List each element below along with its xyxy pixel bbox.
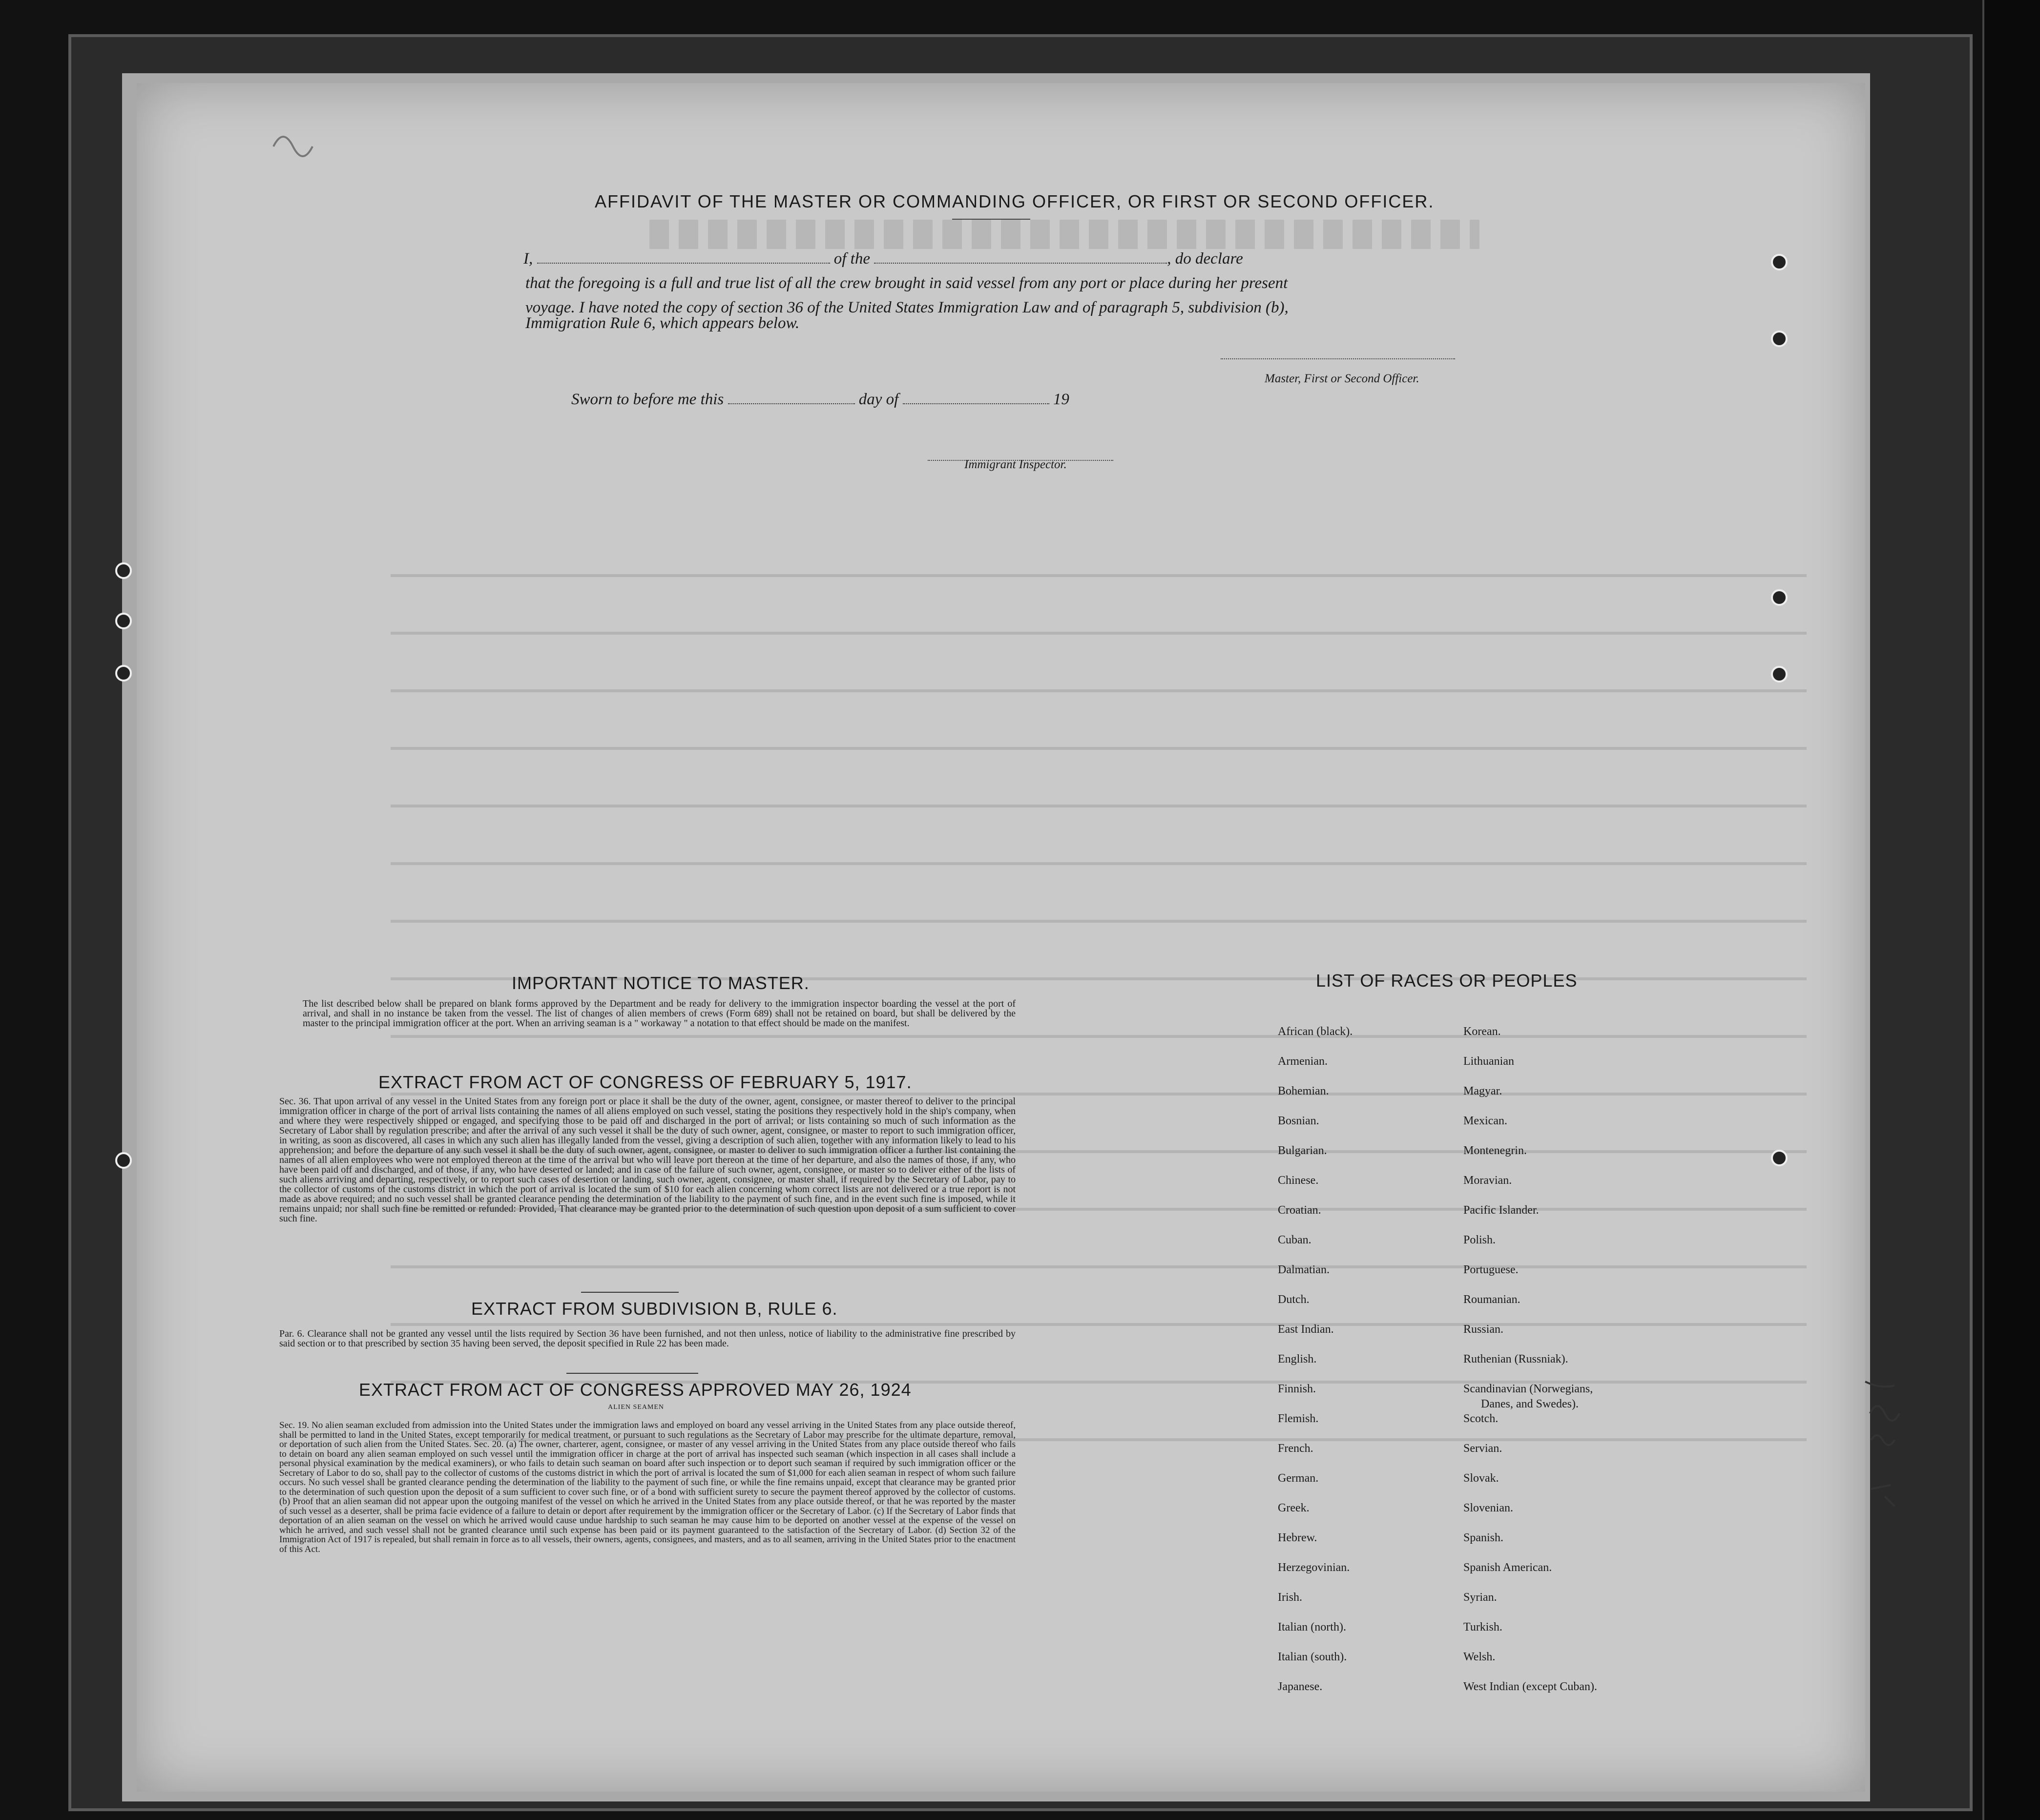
race-item: Portuguese. xyxy=(1463,1263,1519,1276)
race-item: English. xyxy=(1278,1353,1317,1365)
race-item: Finnish. xyxy=(1278,1383,1316,1395)
race-item: Korean. xyxy=(1463,1025,1501,1038)
affidavit-line-2: voyage. I have noted the copy of section 36 of the United States Immigration Law and of paragraph 5, subdivision (b), xyxy=(525,299,1289,316)
extract-1917-text: Sec. 36. That upon arrival of any vessel in the United States from any foreign port or place it shall be the duty of the owner, agent, consignee, or master thereof to deliver to the principal immigration officer in charge of the port of arrival lists containing the names of all aliens employed on such vessel, stating the positions they respectively hold in the ship's company, when and where they were respectively shipped or engaged, and specifying those to be paid off and discharged in the port of arrival; or lists containing so much of such information as the Secretary of Labor shall by regulation prescribe; and after the arrival of any such vessel it shall be the duty of such owner, agent, consignee, or master to report to such immigration officer, in writing, as soon as discovered, all cases in which any such alien has illegally landed from the vessel, giving a description of such alien, together with any information likely to lead to his apprehension; and before the departure of any such vessel it shall be the duty of such owner, agent, consignee, or master to deliver to such immigration officer a further list containing the names of all alien employees who were not employed thereon at the time of the arrival but who will leave port thereon at the time of her departure, and also the names of those, if any, who have been paid off and discharged, and of those, if any, who have deserted or landed; and in case of the failure of such owner, agent, consignee, or master so to deliver either of the lists of such aliens arriving and departing, respectively, or to report such cases of desertion or landing, such owner, agent, consignee, or master shall, if required by the Secretary of Labor, pay to the collector of customs of the customs district in which the port of arrival is located the sum of $10 for each alien concerning whom correct lists are not delivered or a true report is not made as above required; and no such vessel shall be granted clearance pending the determination of the liability to the payment of such fine, and in the event such fine is imposed, while it remains unpaid; nor shall such fine be remitted or refunded: Provided, That clearance may be granted prior to the determination of such question upon deposit of a sum sufficient to cover such fine. xyxy=(279,1096,1016,1224)
race-item: Turkish. xyxy=(1463,1621,1502,1634)
extract-1924-title: EXTRACT FROM ACT OF CONGRESS APPROVED MAY 26, 1924 xyxy=(359,1380,912,1400)
race-item: Irish. xyxy=(1278,1591,1302,1604)
races-title: LIST OF RACES OR PEOPLES xyxy=(1316,971,1578,991)
race-item: Scotch. xyxy=(1463,1412,1499,1425)
race-item: Dutch. xyxy=(1278,1293,1310,1306)
race-item: Montenegrin. xyxy=(1463,1144,1527,1157)
race-item: Magyar. xyxy=(1463,1085,1502,1097)
sworn-day-of: day of xyxy=(858,391,899,408)
race-item: Dalmatian. xyxy=(1278,1263,1330,1276)
race-item: Slovak. xyxy=(1463,1472,1499,1485)
race-item: Bohemian. xyxy=(1278,1085,1329,1097)
race-item: Cuban. xyxy=(1278,1234,1311,1246)
race-item: Mexican. xyxy=(1463,1115,1507,1127)
race-item: Ruthenian (Russniak). xyxy=(1463,1353,1568,1365)
handwritten-scribble xyxy=(273,137,312,156)
race-item: Italian (north). xyxy=(1278,1621,1346,1634)
race-item: East Indian. xyxy=(1278,1323,1334,1336)
race-item: West Indian (except Cuban). xyxy=(1463,1680,1597,1693)
race-item: Scandinavian (Norwegians, xyxy=(1463,1383,1593,1395)
race-item: Armenian. xyxy=(1278,1055,1328,1068)
affidavit-title: AFFIDAVIT OF THE MASTER OR COMMANDING OFFICER, OR FIRST OR SECOND OFFICER. xyxy=(595,191,1435,211)
race-item: Herzegovinian. xyxy=(1278,1561,1350,1574)
race-item: Moravian. xyxy=(1463,1174,1512,1187)
race-item: Spanish American. xyxy=(1463,1561,1552,1574)
race-item: Danes, and Swedes). xyxy=(1481,1398,1579,1410)
race-item: Welsh. xyxy=(1463,1651,1496,1663)
master-caption: Master, First or Second Officer. xyxy=(1265,372,1419,385)
race-item: Roumanian. xyxy=(1463,1293,1520,1306)
race-item: Spanish. xyxy=(1463,1531,1504,1544)
race-item: Servian. xyxy=(1463,1442,1502,1455)
race-item: Bulgarian. xyxy=(1278,1144,1327,1157)
declare-of-the: of the xyxy=(833,250,870,268)
race-item: Polish. xyxy=(1463,1234,1496,1246)
extract-1924-text: Sec. 19. No alien seaman excluded from admission into the United States under the immigration laws and employed on board any vessel arriving in the United States from any place outside thereof, shall be permitted to land in the United States, except temporarily for medical treatment, or pursuant to such regulations as the Secretary of Labor may prescribe for the ultimate departure, removal, or deportation of such alien from the United States. Sec. 20. (a) The owner, charterer, agent, consignee, or master of any vessel arriving in the United States from any place outside thereof who fails to detain on board any alien seaman employed on such vessel until the immigration officer in charge at the port of arrival has inspected such seaman (which inspection in all cases shall include a personal physical examination by the medical examiners), or who fails to detain such seaman on board after such inspection or to deport such seaman if required by such immigration officer or the Secretary of Labor to do so, shall pay to the collector of customs of the customs district in which the port of arrival is located the sum of $1,000 for each alien seaman in respect of whom such failure occurs. No such vessel shall be granted clearance pending the determination of the liability to the payment of such fine, or while the fine remains unpaid, except that clearance may be granted prior to the determination of such question upon the deposit of a sum sufficient to cover such fine, or of a bond with sufficient surety to secure the payment thereof approved by the collector of customs. (b) Proof that an alien seaman did not appear upon the outgoing manifest of the vessel on which he arrived in the United States from any place outside thereof, or that he was reported by the master of such vessel as a deserter, shall be prima facie evidence of a failure to detain or deport after requirement by the immigration officer or the Secretary of Labor. (c) If the Secretary of Labor finds that deportation of an alien seaman on the vessel on which he arrived would cause undue hardship to such seaman he may cause him to be deported on another vessel at the expense of the vessel on which he arrived, and such vessel shall not be granted clearance until such expense has been paid or its payment guaranteed to the satisfaction of the Secretary of Labor. (d) Section 32 of the Immigration Act of 1917 is repealed, but shall remain in force as to all vessels, their owners, agents, consignees, and masters, and as to all seamen, arriving in the United States prior to the enactment of this Act. xyxy=(279,1420,1016,1554)
extract-1924-subtitle: ALIEN SEAMEN xyxy=(608,1404,665,1411)
rule6-title: EXTRACT FROM SUBDIVISION B, RULE 6. xyxy=(471,1299,838,1319)
race-item: Bosnian. xyxy=(1278,1115,1319,1127)
race-item: Flemish. xyxy=(1278,1412,1319,1425)
rule6-text: Par. 6. Clearance shall not be granted any vessel until the lists required by Section 36 have been furnished, and not then unless, notice of liability to the administrative fine prescribed by said section or to that prescribed by section 35 having been served, the deposit specified in Rule 22 has been made. xyxy=(279,1328,1016,1349)
race-item: Greek. xyxy=(1278,1502,1310,1514)
race-item: Chinese. xyxy=(1278,1174,1319,1187)
race-item: African (black). xyxy=(1278,1025,1353,1038)
extract-1917-title: EXTRACT FROM ACT OF CONGRESS OF FEBRUARY 5, 1917. xyxy=(378,1072,912,1092)
race-item: Pacific Islander. xyxy=(1463,1204,1539,1217)
handwritten-scribble xyxy=(1865,1382,1899,1421)
declare-end: , do declare xyxy=(1167,250,1243,268)
sworn-year: 19 xyxy=(1053,391,1069,408)
notice-text: The list described below shall be prepared on blank forms approved by the Department and be ready for delivery to the immigration inspector boarding the vessel at the port of arrival, and shall in no instance be taken from the vessel. The list of changes of alien members of crews (Form 689) shall not be retained on board, but shall be delivered by the master to the principal immigration officer at the port. When an arriving seaman is a " workaway " a notation to that effect should be made on the manifest. xyxy=(303,998,1016,1029)
race-item: Hebrew. xyxy=(1278,1531,1317,1544)
notice-title: IMPORTANT NOTICE TO MASTER. xyxy=(512,973,810,993)
handwritten-scribble xyxy=(1871,1435,1894,1506)
affidavit-line-1: that the foregoing is a full and true list of all the crew brought in said vessel from any port or place during her present xyxy=(525,274,1288,292)
sworn-prefix: Sworn to before me this xyxy=(571,391,724,408)
race-item: Japanese. xyxy=(1278,1680,1323,1693)
race-item: Syrian. xyxy=(1463,1591,1497,1604)
race-item: Italian (south). xyxy=(1278,1651,1347,1663)
inspector-caption: Immigrant Inspector. xyxy=(964,458,1067,471)
race-item: Croatian. xyxy=(1278,1204,1321,1217)
race-item: Russian. xyxy=(1463,1323,1504,1336)
declare-i: I, xyxy=(523,250,533,268)
race-item: French. xyxy=(1278,1442,1313,1455)
affidavit-line-3: Immigration Rule 6, which appears below. xyxy=(525,314,800,332)
race-item: Lithuanian xyxy=(1463,1055,1514,1068)
race-item: Slovenian. xyxy=(1463,1502,1513,1514)
race-item: German. xyxy=(1278,1472,1319,1485)
